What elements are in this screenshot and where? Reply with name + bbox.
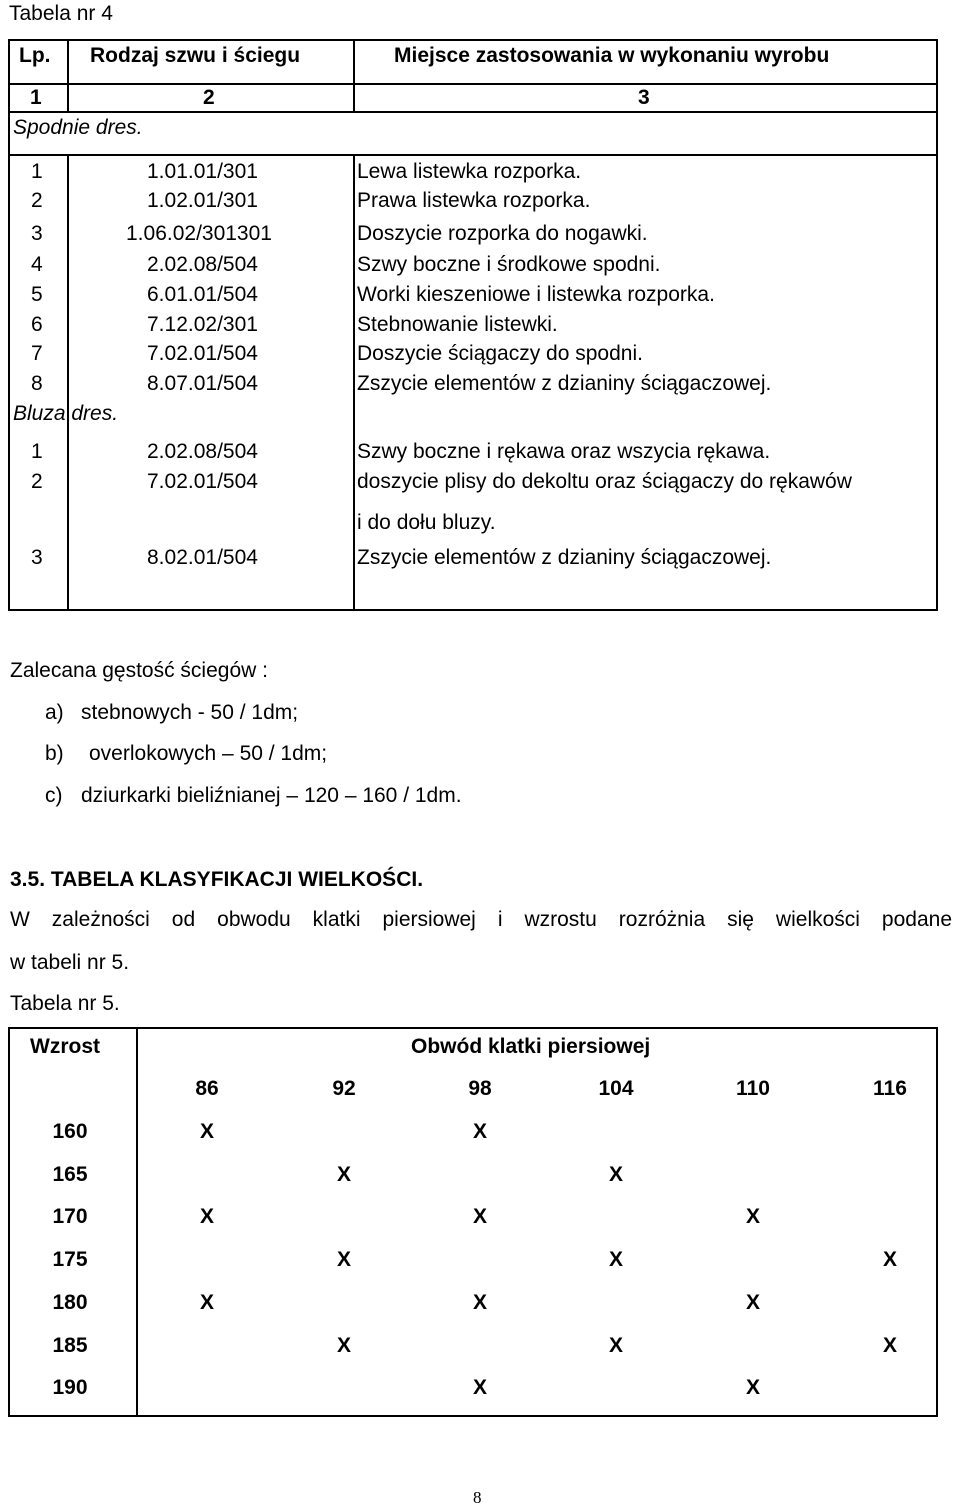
table4-col-rule-2a bbox=[353, 41, 355, 111]
row-desc: Zszycie elementów z dzianiny ściągaczowej. bbox=[357, 372, 772, 395]
list-text: stebnowych - 50 / 1dm; bbox=[81, 701, 299, 724]
table4-colnum-3: 3 bbox=[638, 86, 650, 109]
row-lp: 4 bbox=[31, 253, 43, 276]
table5-height-cell: 175 bbox=[52, 1248, 88, 1271]
table5-height-cell: 160 bbox=[52, 1120, 88, 1143]
table5-mark-cell: X bbox=[336, 1163, 351, 1186]
table5-column-header: 86 bbox=[195, 1077, 219, 1100]
table5-header-height: Wzrost bbox=[30, 1035, 100, 1058]
table5-height-cell: 190 bbox=[52, 1376, 88, 1399]
table4-header-lp: Lp. bbox=[19, 44, 51, 67]
row-code: 8.07.01/504 bbox=[147, 372, 258, 395]
table4-colnum-2: 2 bbox=[203, 86, 215, 109]
table5-col-rule bbox=[136, 1029, 138, 1415]
list-marker: b) bbox=[45, 742, 64, 765]
row-desc-continued: i do dołu bluzy. bbox=[357, 511, 496, 534]
section-paragraph-line1: W zależności od obwodu klatki piersiowej i wzrostu rozróżnia się wielkości podane bbox=[10, 908, 952, 931]
table4-colnum-1: 1 bbox=[30, 86, 42, 109]
table5-header-chest: Obwód klatki piersiowej bbox=[411, 1035, 651, 1058]
row-desc: Szwy boczne i środkowe spodni. bbox=[357, 253, 661, 276]
table5-mark-cell: X bbox=[199, 1205, 214, 1228]
table5-mark-cell: X bbox=[336, 1334, 351, 1357]
row-code: 1.06.02/301301 bbox=[126, 222, 272, 245]
table5-mark-cell: X bbox=[745, 1376, 760, 1399]
row-lp: 6 bbox=[31, 313, 43, 336]
row-lp: 5 bbox=[31, 283, 43, 306]
table5-height-cell: 170 bbox=[52, 1205, 88, 1228]
table5-mark-cell: X bbox=[199, 1291, 214, 1314]
row-desc: Szwy boczne i rękawa oraz wszycia rękawa. bbox=[357, 440, 771, 463]
table4-header-place: Miejsce zastosowania w wykonaniu wyrobu bbox=[394, 44, 830, 67]
list-text: dziurkarki bieliźnianej – 120 – 160 / 1dm. bbox=[81, 784, 462, 807]
row-code: 7.02.01/504 bbox=[147, 342, 258, 365]
row-code: 1.02.01/301 bbox=[147, 189, 258, 212]
row-code: 2.02.08/504 bbox=[147, 440, 258, 463]
row-lp: 7 bbox=[31, 342, 43, 365]
row-lp: 1 bbox=[31, 160, 43, 183]
table5-mark-cell: X bbox=[472, 1120, 487, 1143]
section-spodnie-title: Spodnie dres. bbox=[13, 116, 143, 139]
row-code: 7.12.02/301 bbox=[147, 313, 258, 336]
table5-mark-cell: X bbox=[336, 1248, 351, 1271]
table5-column-header: 98 bbox=[468, 1077, 492, 1100]
table5-mark-cell: X bbox=[608, 1163, 623, 1186]
table4-rule-section1 bbox=[10, 154, 936, 156]
table5-mark-cell: X bbox=[472, 1205, 487, 1228]
row-lp: 3 bbox=[31, 546, 43, 569]
table5-mark-cell: X bbox=[199, 1120, 214, 1143]
row-code: 1.01.01/301 bbox=[147, 160, 258, 183]
table5-mark-cell: X bbox=[472, 1376, 487, 1399]
row-desc: Worki kieszeniowe i listewka rozporka. bbox=[357, 283, 715, 306]
row-lp: 1 bbox=[31, 440, 43, 463]
row-code: 6.01.01/504 bbox=[147, 283, 258, 306]
table5-mark-cell: X bbox=[608, 1334, 623, 1357]
table5-caption: Tabela nr 5. bbox=[10, 992, 120, 1015]
table4-header-stitch: Rodzaj szwu i ściegu bbox=[90, 44, 301, 67]
row-code: 7.02.01/504 bbox=[147, 470, 258, 493]
row-code: 2.02.08/504 bbox=[147, 253, 258, 276]
table4-rule-header bbox=[10, 83, 936, 85]
row-desc: Lewa listewka rozporka. bbox=[357, 160, 582, 183]
row-desc: Stebnowanie listewki. bbox=[357, 313, 558, 336]
row-lp: 3 bbox=[31, 222, 43, 245]
row-lp: 2 bbox=[31, 470, 43, 493]
table4-caption: Tabela nr 4 bbox=[9, 2, 113, 25]
table5-mark-cell: X bbox=[745, 1205, 760, 1228]
row-desc: doszycie plisy do dekoltu oraz ściągaczy do rękawów bbox=[357, 470, 852, 493]
table5-height-cell: 180 bbox=[52, 1291, 88, 1314]
table5-column-header: 104 bbox=[598, 1077, 634, 1100]
table5-column-header: 110 bbox=[736, 1077, 770, 1100]
table5-mark-cell: X bbox=[882, 1334, 897, 1357]
table5-mark-cell: X bbox=[745, 1291, 760, 1314]
density-title: Zalecana gęstość ściegów : bbox=[10, 659, 268, 682]
table4-col-rule-1b bbox=[67, 154, 69, 609]
row-lp: 8 bbox=[31, 372, 43, 395]
table5-mark-cell: X bbox=[882, 1248, 897, 1271]
list-marker: a) bbox=[45, 701, 64, 724]
table5-mark-cell: X bbox=[608, 1248, 623, 1271]
row-desc: Zszycie elementów z dzianiny ściągaczowej. bbox=[357, 546, 772, 569]
table5-column-header: 116 bbox=[873, 1077, 907, 1100]
list-marker: c) bbox=[45, 784, 63, 807]
table4-col-rule-1a bbox=[67, 41, 69, 111]
list-text: overlokowych – 50 / 1dm; bbox=[89, 742, 328, 765]
table5-column-header: 92 bbox=[332, 1077, 356, 1100]
page-number: 8 bbox=[473, 1488, 482, 1507]
row-lp: 2 bbox=[31, 189, 43, 212]
section-bluza-title: Bluza dres. bbox=[13, 402, 119, 425]
row-code: 8.02.01/504 bbox=[147, 546, 258, 569]
table5-height-cell: 165 bbox=[52, 1163, 88, 1186]
table4-rule-numbers bbox=[10, 111, 936, 113]
section-heading: 3.5. TABELA KLASYFIKACJI WIELKOŚCI. bbox=[10, 868, 424, 891]
row-desc: Doszycie ściągaczy do spodni. bbox=[357, 342, 643, 365]
table4-col-rule-2b bbox=[353, 154, 355, 609]
row-desc: Prawa listewka rozporka. bbox=[357, 189, 591, 212]
table5-mark-cell: X bbox=[472, 1291, 487, 1314]
table5-height-cell: 185 bbox=[52, 1334, 88, 1357]
section-paragraph-line2: w tabeli nr 5. bbox=[10, 951, 130, 974]
row-desc: Doszycie rozporka do nogawki. bbox=[357, 222, 648, 245]
